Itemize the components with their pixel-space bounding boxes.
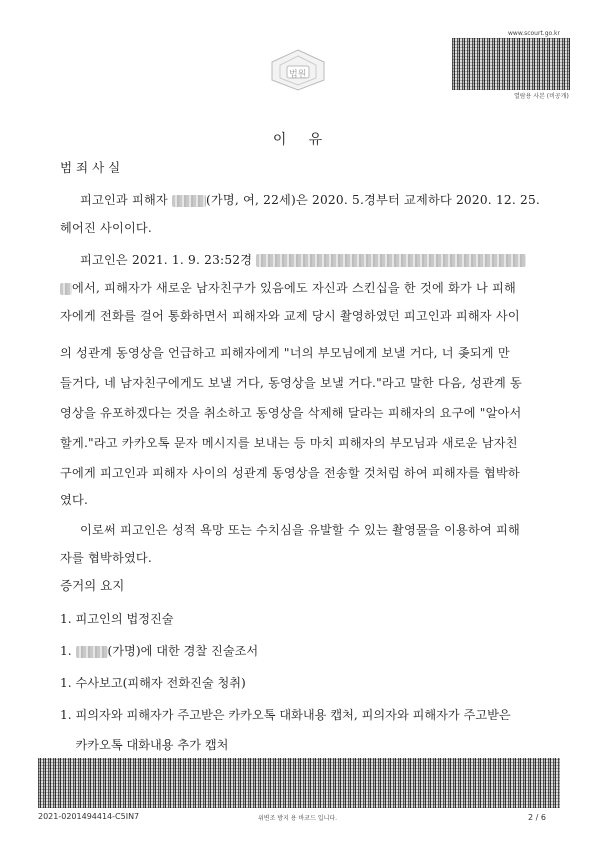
redacted-witness [76, 646, 108, 658]
evidence-item-2 [60, 642, 258, 659]
stamp-barcode [452, 38, 570, 90]
crime-line-8: 영상을 유포하겠다는 것을 취소하고 동영상을 삭제해 달라는 피해자의 요구에 "알아서 [60, 406, 522, 420]
crime-line-7: 들거다, 네 남자친구에게도 보낼 거다, 동영상을 보낼 거다."라고 말한 다음, 성관계 동 [60, 376, 523, 390]
crime-line-2: 헤어진 사이이다. [60, 221, 152, 235]
crime-line-10: 구에게 피고인과 피해자 사이의 성관계 동영상을 전송할 것처럼 하여 피해자를 협박하 [60, 466, 520, 480]
text-segment: 피고인은 2021. 1. 9. 23:52경 [80, 253, 257, 267]
evidence-item-4-cont: 카카오톡 대화내용 추가 캡처 [60, 738, 229, 752]
text-segment: 에서, 피해자가 새로운 남자친구가 있음에도 자신과 스킨십을 한 것에 화가 나 피해 [72, 281, 517, 295]
page-number: 2 / 6 [528, 813, 546, 822]
redacted-name [172, 195, 206, 207]
crime-line-4 [60, 279, 516, 296]
text-segment: 피고인과 피해자 [80, 193, 172, 207]
seal-label: 법원 [289, 70, 307, 80]
crime-line-11: 였다. [60, 493, 89, 507]
evidence-item-4: 1. 피의자와 피해자가 주고받은 카카오톡 대화내용 캡처, 피의자와 피해자가 주고받은 [60, 708, 511, 722]
page-title: 이 유 [272, 132, 323, 148]
court-seal-logo [268, 48, 328, 92]
crime-line-3 [80, 251, 526, 268]
footer-notice: 위변조 방지 용 바코드 입니다. [258, 815, 338, 822]
stamp-url: www.scourt.go.kr [508, 30, 560, 37]
crime-line-5: 자에게 전화를 걸어 통화하면서 피해자와 교제 당시 촬영하였던 피고인과 피해자 사이 [60, 309, 520, 323]
footer-doc-id: 2021-0201494414-C5IN7 [38, 812, 140, 821]
crime-line-12: 이로써 피고인은 성적 욕망 또는 수치심을 유발할 수 있는 촬영물을 이용하여 피해 [80, 523, 520, 537]
footer-barcode [38, 758, 560, 808]
verification-stamp [452, 28, 570, 100]
crime-facts-heading: 범 죄 사 실 [60, 160, 121, 175]
redacted-place [60, 283, 72, 295]
crime-line-1 [80, 191, 540, 208]
crime-line-13: 자를 협박하였다. [60, 551, 152, 565]
evidence-item-3: 1. 수사보고(피해자 전화진술 청취) [60, 676, 246, 690]
text-segment: 1. [60, 644, 76, 658]
redacted-address [256, 254, 526, 267]
text-segment: (가명)에 대한 경찰 진술조서 [107, 644, 259, 658]
stamp-caption: 열람용 사본 (비공개) [514, 93, 569, 100]
text-segment: (가명, 여, 22세)은 2020. 5.경부터 교제하다 2020. 12. 25. [205, 193, 540, 207]
crime-line-6: 의 성관계 동영상을 언급하고 피해자에게 "너의 부모님에게 보낼 거다, 너 좆되게 만 [60, 346, 510, 360]
evidence-heading: 증거의 요지 [60, 578, 125, 593]
crime-line-9: 할게."라고 카카오톡 문자 메시지를 보내는 등 마치 피해자의 부모님과 새로운 남자친 [60, 436, 518, 450]
evidence-item-1: 1. 피고인의 법정진술 [60, 612, 174, 626]
